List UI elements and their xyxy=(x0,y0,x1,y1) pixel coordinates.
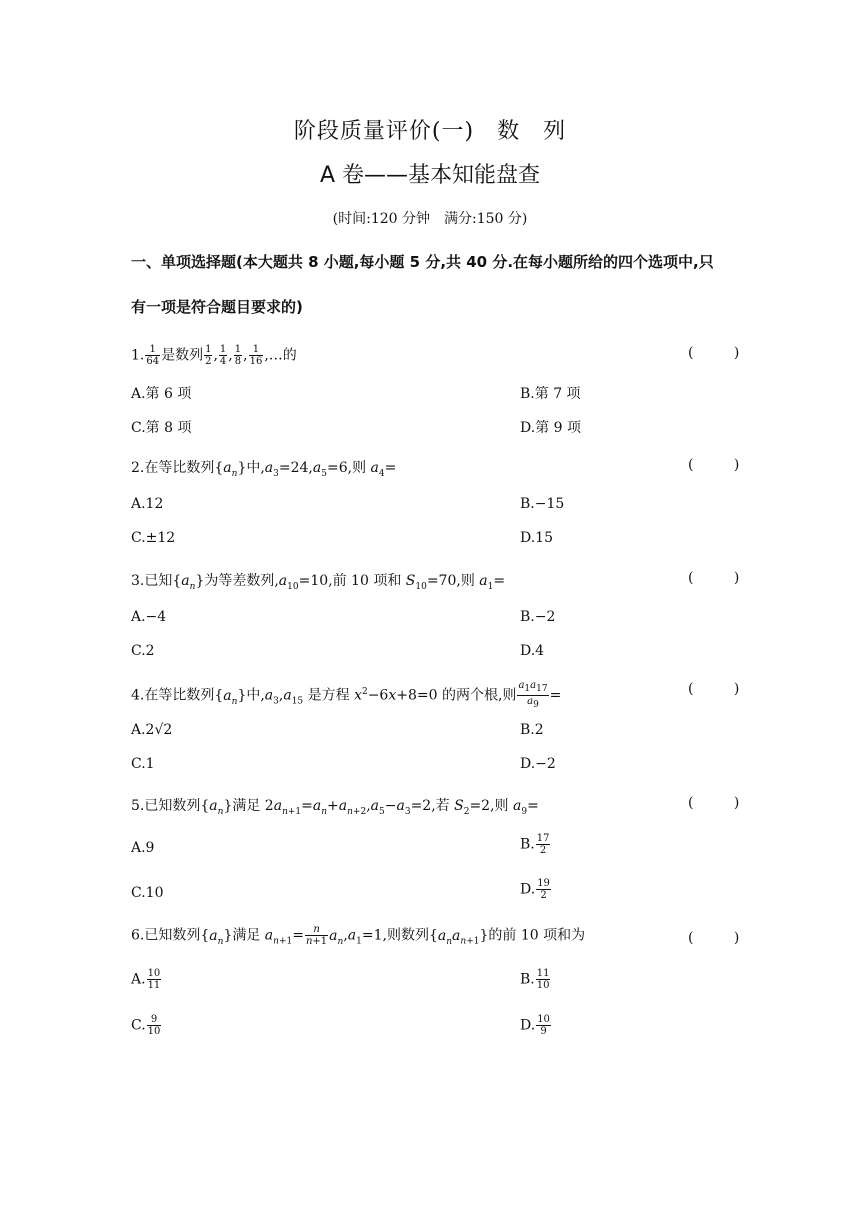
option-b[interactable]: B. $\frac{17}{2}$ xyxy=(520,833,550,856)
exam-meta: (时间:120 分钟 满分:150 分) xyxy=(332,211,528,227)
option-b[interactable]: B.2 xyxy=(520,722,544,738)
question-4: 4.在等比数列$\{a_n\}$中$,a_3,a_{15}$ 是方程 $x^2-6x+8=0$ 的两个根,则 $\frac{a_1a_{17}}{a_9}$ = xyxy=(131,680,562,710)
option-b[interactable]: B. $\frac{11}{10}$ xyxy=(520,968,550,991)
option-a[interactable]: A. $\frac{10}{11}$ xyxy=(131,968,161,991)
option-b[interactable]: B.第 7 项 xyxy=(520,386,581,402)
option-a[interactable]: A.2√2 xyxy=(131,722,173,738)
option-d[interactable]: D.第 9 项 xyxy=(520,420,581,436)
option-d[interactable]: D.4 xyxy=(520,643,545,659)
option-c[interactable]: C.±12 xyxy=(131,530,176,546)
question-1: 1. $\frac{1}{64}$ 是数列 $\frac{1}{2}$ , $\frac{1}{4}$ , $\frac{1}{8}$ , $\frac{1}{16}$ ,…的 xyxy=(131,344,297,367)
option-b[interactable]: B.−2 xyxy=(520,609,556,625)
question-number: 3. xyxy=(131,573,145,589)
page-subtitle: A 卷——基本知能盘查 xyxy=(319,163,541,188)
question-2: 2.在等比数列$\{a_n\}$中$,a_3=24,a_5=6$,则 $a_4=$ xyxy=(131,460,397,479)
question-number: 5. xyxy=(131,798,145,814)
option-a[interactable]: A.12 xyxy=(131,496,164,512)
answer-paren[interactable]: ( ) xyxy=(688,570,758,586)
question-3: 3.已知$\{a_n\}$为等差数列$,a_{10}=10$,前 10 项和 $S_{10}=70$,则 $a_1=$ xyxy=(131,573,506,592)
option-c[interactable]: C.第 8 项 xyxy=(131,420,192,436)
option-a[interactable]: A.第 6 项 xyxy=(131,386,192,402)
section-heading-line2: 有一项是符合题目要求的) xyxy=(131,298,303,316)
question-number: 4. xyxy=(131,687,145,704)
answer-paren[interactable]: ( ) xyxy=(688,930,758,946)
option-c[interactable]: C.10 xyxy=(131,885,164,901)
question-5: 5.已知数列$\{a_n\}$满足 $2a_{n+1}=a_n+a_{n+2},a_5-a_3=2$,若 $S_2=2$,则 $a_9=$ xyxy=(131,798,539,817)
option-c[interactable]: C.2 xyxy=(131,643,155,659)
section-heading-line1: 一、单项选择题(本大题共 8 小题,每小题 5 分,共 40 分.在每小题所给的四个选项中,只 xyxy=(131,253,714,271)
answer-paren[interactable]: ( ) xyxy=(688,681,758,697)
option-a[interactable]: A.−4 xyxy=(131,609,167,625)
answer-paren[interactable]: ( ) xyxy=(688,795,758,811)
answer-paren[interactable]: ( ) xyxy=(688,345,758,361)
page-title: 阶段质量评价(一) 数 列 xyxy=(293,119,567,144)
option-d[interactable]: D. $\frac{10}{9}$ xyxy=(520,1014,550,1037)
question-number: 6. xyxy=(131,927,145,944)
option-d[interactable]: D.15 xyxy=(520,530,553,546)
option-b[interactable]: B.−15 xyxy=(520,496,565,512)
option-c[interactable]: C.1 xyxy=(131,756,155,772)
question-number: 2. xyxy=(131,460,145,476)
option-d[interactable]: D.−2 xyxy=(520,756,556,772)
option-d[interactable]: D. $\frac{19}{2}$ xyxy=(520,878,550,901)
option-a[interactable]: A.9 xyxy=(131,840,155,856)
answer-paren[interactable]: ( ) xyxy=(688,457,758,473)
option-c[interactable]: C. $\frac{9}{10}$ xyxy=(131,1014,161,1037)
question-6: 6.已知数列$\{a_n\}$满足 $a_{n+1}=$ $\frac{n}{n+1}$ $a_n,a_1=1$,则数列$\{a_na_{n+1}\}$的前 10 项和为 xyxy=(131,924,586,947)
question-number: 1. xyxy=(131,347,145,364)
